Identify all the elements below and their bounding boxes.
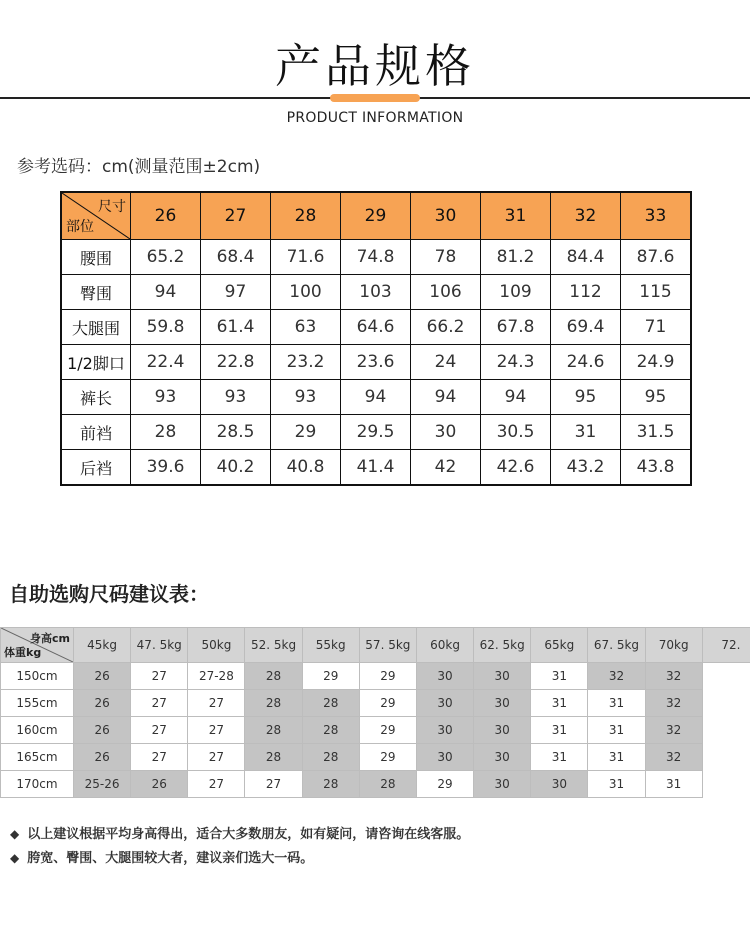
size-cell: 32	[645, 690, 702, 717]
spec-row-label: 裤长	[61, 380, 131, 415]
spec-cell: 24	[411, 345, 481, 380]
weight-header: 55kg	[302, 628, 359, 663]
weight-header: 45kg	[74, 628, 131, 663]
advice-header-row	[1, 628, 750, 663]
size-cell: 30	[416, 744, 473, 771]
advice-title: 自助选购尺码建议表：	[9, 582, 209, 606]
spec-table	[60, 191, 692, 486]
size-cell: 32	[588, 663, 645, 690]
size-cell: 26	[74, 690, 131, 717]
size-cell: 31	[588, 744, 645, 771]
spec-row	[61, 380, 691, 415]
corner-label-weight: 体重kg	[4, 646, 42, 659]
tip-text: 以上建议根据平均身高得出，适合大多数朋友，如有疑问，请咨询在线客服。	[27, 827, 470, 842]
corner-label-height: 身高cm	[30, 632, 70, 645]
spec-cell: 71	[621, 310, 692, 345]
spec-row	[61, 415, 691, 450]
spec-cell: 65.2	[131, 240, 201, 275]
spec-cell: 115	[621, 275, 692, 310]
spec-cell: 40.8	[271, 450, 341, 486]
size-cell	[702, 690, 750, 717]
size-cell: 30	[474, 717, 531, 744]
spec-cell: 23.2	[271, 345, 341, 380]
size-cell: 30	[416, 717, 473, 744]
spec-cell: 95	[551, 380, 621, 415]
weight-header: 60kg	[416, 628, 473, 663]
advice-corner-cell	[1, 628, 74, 663]
spec-col-header: 26	[131, 192, 201, 240]
size-cell	[702, 744, 750, 771]
size-cell: 27	[188, 717, 245, 744]
spec-cell: 95	[621, 380, 692, 415]
spec-cell: 94	[341, 380, 411, 415]
size-cell: 28	[302, 717, 359, 744]
spec-row	[61, 345, 691, 380]
spec-row-label: 腰围	[61, 240, 131, 275]
size-cell: 26	[74, 744, 131, 771]
size-cell: 27	[188, 771, 245, 798]
size-cell: 29	[416, 771, 473, 798]
size-cell: 27	[131, 744, 188, 771]
spec-cell: 94	[481, 380, 551, 415]
spec-cell: 30	[411, 415, 481, 450]
spec-cell: 66.2	[411, 310, 481, 345]
spec-cell: 87.6	[621, 240, 692, 275]
page-subtitle: PRODUCT INFORMATION	[286, 110, 464, 126]
size-cell: 31	[645, 771, 702, 798]
corner-label-part: 部位	[66, 219, 94, 235]
size-cell: 27	[131, 690, 188, 717]
size-cell: 27	[188, 690, 245, 717]
spec-col-header: 28	[271, 192, 341, 240]
weight-header: 65kg	[531, 628, 588, 663]
size-cell: 28	[245, 717, 302, 744]
size-cell	[702, 663, 750, 690]
spec-cell: 43.8	[621, 450, 692, 486]
weight-header: 52. 5kg	[245, 628, 302, 663]
spec-cell: 69.4	[551, 310, 621, 345]
size-cell	[702, 717, 750, 744]
spec-cell: 93	[271, 380, 341, 415]
spec-col-header: 27	[201, 192, 271, 240]
spec-cell: 100	[271, 275, 341, 310]
tip-item	[10, 846, 469, 870]
spec-cell: 97	[201, 275, 271, 310]
spec-cell: 24.3	[481, 345, 551, 380]
size-cell: 30	[474, 771, 531, 798]
size-cell: 27	[131, 717, 188, 744]
reference-note: 参考选码：cm(测量范围±2cm)	[17, 157, 261, 177]
height-label: 170cm	[1, 771, 74, 798]
spec-row-label: 大腿围	[61, 310, 131, 345]
size-cell: 30	[416, 663, 473, 690]
size-cell: 29	[302, 663, 359, 690]
height-label: 165cm	[1, 744, 74, 771]
size-cell: 31	[588, 717, 645, 744]
spec-cell: 109	[481, 275, 551, 310]
diamond-icon: ◆	[10, 851, 20, 865]
size-cell: 30	[474, 744, 531, 771]
spec-body	[61, 240, 691, 486]
spec-cell: 28	[131, 415, 201, 450]
spec-row	[61, 310, 691, 345]
size-cell: 32	[645, 663, 702, 690]
spec-cell: 39.6	[131, 450, 201, 486]
size-cell: 29	[359, 690, 416, 717]
spec-cell: 22.8	[201, 345, 271, 380]
size-cell	[702, 771, 750, 798]
size-cell: 29	[359, 717, 416, 744]
size-cell: 28	[302, 771, 359, 798]
spec-cell: 63	[271, 310, 341, 345]
size-cell: 28	[302, 744, 359, 771]
size-cell: 27	[245, 771, 302, 798]
spec-cell: 59.8	[131, 310, 201, 345]
weight-header: 62. 5kg	[474, 628, 531, 663]
advice-body	[1, 663, 750, 798]
spec-row-label: 臀围	[61, 275, 131, 310]
size-cell: 28	[245, 690, 302, 717]
spec-cell: 78	[411, 240, 481, 275]
advice-row	[1, 771, 750, 798]
spec-cell: 41.4	[341, 450, 411, 486]
advice-row	[1, 690, 750, 717]
spec-cell: 29	[271, 415, 341, 450]
page-title: 产品规格	[275, 39, 475, 93]
size-cell: 28	[359, 771, 416, 798]
spec-cell: 93	[131, 380, 201, 415]
spec-row-label: 后裆	[61, 450, 131, 486]
weight-header: 67. 5kg	[588, 628, 645, 663]
spec-cell: 42.6	[481, 450, 551, 486]
spec-row	[61, 275, 691, 310]
spec-cell: 93	[201, 380, 271, 415]
spec-col-header: 29	[341, 192, 411, 240]
spec-row	[61, 240, 691, 275]
spec-cell: 30.5	[481, 415, 551, 450]
size-cell: 30	[531, 771, 588, 798]
spec-cell: 81.2	[481, 240, 551, 275]
spec-corner-cell	[61, 192, 131, 240]
spec-cell: 42	[411, 450, 481, 486]
size-cell: 27-28	[188, 663, 245, 690]
size-cell: 26	[74, 663, 131, 690]
spec-cell: 103	[341, 275, 411, 310]
size-cell: 32	[645, 744, 702, 771]
weight-header: 47. 5kg	[131, 628, 188, 663]
size-cell: 30	[474, 663, 531, 690]
tips-list	[10, 822, 469, 870]
size-cell: 28	[245, 744, 302, 771]
tip-item	[10, 822, 469, 846]
title-accent-bar	[330, 94, 420, 102]
spec-header-row	[61, 192, 691, 240]
spec-cell: 28.5	[201, 415, 271, 450]
advice-row	[1, 663, 750, 690]
size-cell: 31	[531, 690, 588, 717]
spec-cell: 84.4	[551, 240, 621, 275]
spec-cell: 94	[411, 380, 481, 415]
size-advice-table	[0, 627, 750, 798]
size-cell: 28	[302, 690, 359, 717]
spec-cell: 67.8	[481, 310, 551, 345]
advice-row	[1, 744, 750, 771]
size-cell: 31	[531, 717, 588, 744]
spec-cell: 29.5	[341, 415, 411, 450]
size-cell: 28	[245, 663, 302, 690]
spec-cell: 22.4	[131, 345, 201, 380]
size-cell: 31	[531, 663, 588, 690]
weight-header: 57. 5kg	[359, 628, 416, 663]
spec-cell: 23.6	[341, 345, 411, 380]
spec-cell: 112	[551, 275, 621, 310]
size-cell: 31	[588, 690, 645, 717]
spec-cell: 40.2	[201, 450, 271, 486]
tip-text: 胯宽、臀围、大腿围较大者，建议亲们选大一码。	[27, 851, 314, 866]
spec-col-header: 30	[411, 192, 481, 240]
size-cell: 25-26	[74, 771, 131, 798]
size-cell: 27	[131, 663, 188, 690]
weight-header: 70kg	[645, 628, 702, 663]
spec-row-label: 前裆	[61, 415, 131, 450]
size-cell: 27	[188, 744, 245, 771]
spec-row	[61, 450, 691, 486]
spec-row-label: 1/2脚口	[61, 345, 131, 380]
diamond-icon: ◆	[10, 827, 20, 841]
corner-label-size: 尺寸	[98, 199, 126, 215]
spec-cell: 61.4	[201, 310, 271, 345]
size-cell: 30	[416, 690, 473, 717]
spec-cell: 24.9	[621, 345, 692, 380]
spec-cell: 24.6	[551, 345, 621, 380]
spec-cell: 64.6	[341, 310, 411, 345]
size-cell: 29	[359, 744, 416, 771]
size-cell: 32	[645, 717, 702, 744]
size-cell: 31	[531, 744, 588, 771]
size-cell: 30	[474, 690, 531, 717]
spec-cell: 43.2	[551, 450, 621, 486]
spec-cell: 106	[411, 275, 481, 310]
size-cell: 31	[588, 771, 645, 798]
advice-row	[1, 717, 750, 744]
size-cell: 26	[74, 717, 131, 744]
weight-header: 50kg	[188, 628, 245, 663]
spec-cell: 68.4	[201, 240, 271, 275]
size-cell: 29	[359, 663, 416, 690]
height-label: 160cm	[1, 717, 74, 744]
spec-cell: 71.6	[271, 240, 341, 275]
spec-cell: 31	[551, 415, 621, 450]
spec-cell: 31.5	[621, 415, 692, 450]
spec-col-header: 33	[621, 192, 692, 240]
spec-cell: 94	[131, 275, 201, 310]
spec-col-header: 32	[551, 192, 621, 240]
height-label: 150cm	[1, 663, 74, 690]
spec-col-header: 31	[481, 192, 551, 240]
weight-header: 72.	[702, 628, 750, 663]
spec-cell: 74.8	[341, 240, 411, 275]
height-label: 155cm	[1, 690, 74, 717]
size-cell: 26	[131, 771, 188, 798]
